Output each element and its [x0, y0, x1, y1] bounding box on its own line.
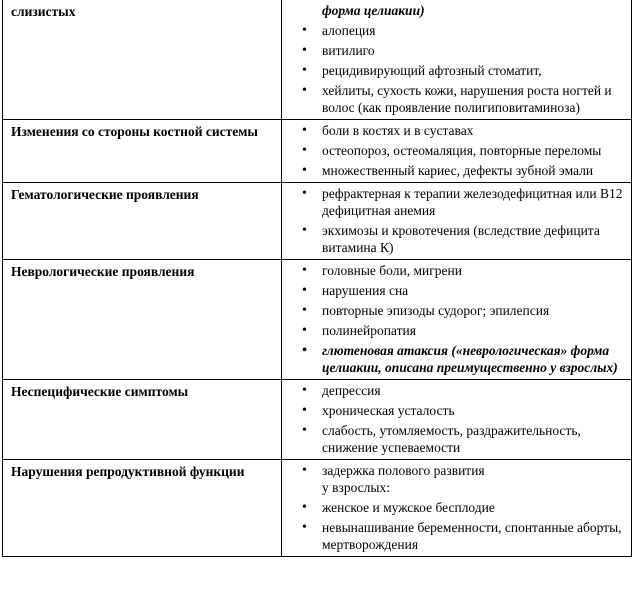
symptoms-table: [2, 0, 632, 557]
bullet-list: [302, 462, 627, 553]
table-row: [3, 0, 632, 120]
list-item: • множественный кариес, дефекты зубной эмали: [302, 162, 627, 179]
row-heading: Гематологические проявления: [3, 183, 282, 260]
row-heading: Изменения со стороны костной системы: [3, 120, 282, 183]
list-item: • невынашивание беременности, спонтанные аборты, мертворождения: [302, 519, 627, 553]
bullet-list: [302, 262, 627, 376]
list-item: • слабость, утомляемость, раздражительность, снижение успеваемости: [302, 422, 627, 456]
row-heading: Неврологические проявления: [3, 260, 282, 380]
row-items: [282, 380, 632, 460]
list-item-emphasis: • глютеновая атаксия («неврологическая» форма целиакии, описана преимущественно у взрослых): [302, 342, 627, 376]
row-heading: Неспецифические симптомы: [3, 380, 282, 460]
table-row: [3, 260, 632, 380]
list-item: • хейлиты, сухость кожи, нарушения роста ногтей и волос (как проявление полигиповитаминоза): [302, 82, 627, 116]
table-row: [3, 183, 632, 260]
list-item: • задержка полового развития: [302, 462, 627, 479]
row-heading: Нарушения репродуктивной функции: [3, 460, 282, 557]
table-row: [3, 380, 632, 460]
row-heading: слизистых: [3, 0, 282, 120]
row-items: [282, 0, 632, 120]
list-item: • экхимозы и кровотечения (вследствие дефицита витамина К): [302, 222, 627, 256]
bullet-list: [302, 382, 627, 456]
list-item-subheading: у взрослых:: [322, 480, 390, 495]
row-items: [282, 183, 632, 260]
list-item: • алопеция: [302, 22, 627, 39]
row-items: [282, 260, 632, 380]
list-item: • боли в костях и в суставах: [302, 122, 627, 139]
list-item: • депрессия: [302, 382, 627, 399]
continued-text: форма целиакии): [322, 3, 425, 18]
list-item: • витилиго: [302, 42, 627, 59]
bullet-list: [302, 22, 627, 116]
list-item: • рецидивирующий афтозный стоматит,: [302, 62, 627, 79]
row-items: [282, 460, 632, 557]
row-items: [282, 120, 632, 183]
list-item: • рефрактерная к терапии железодефицитная или В12 дефицитная анемия: [302, 185, 627, 219]
list-item: • повторные эпизоды судорог; эпилепсия: [302, 302, 627, 319]
list-item: • полинейропатия: [302, 322, 627, 339]
bullet-list: [302, 185, 627, 256]
list-item: • женское и мужское бесплодие: [302, 499, 627, 516]
list-item: • головные боли, мигрени: [302, 262, 627, 279]
table-row: [3, 460, 632, 557]
bullet-list: [302, 122, 627, 179]
list-item: • хроническая усталость: [302, 402, 627, 419]
list-item: • остеопороз, остеомаляция, повторные переломы: [302, 142, 627, 159]
table-row: [3, 120, 632, 183]
list-item: • нарушения сна: [302, 282, 627, 299]
